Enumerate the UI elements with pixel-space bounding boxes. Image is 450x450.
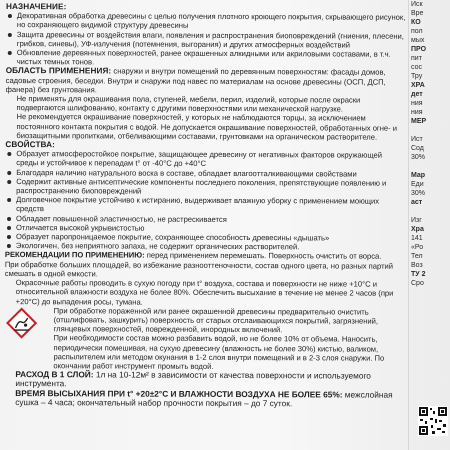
scope-para2: Не применять для окрашивания пола, ступеней, мебели, перил, изделий, которые после окраски подвергаются шлифованию, контакту с другими поверхностями или механической нагрузке.	[16, 94, 361, 114]
drying-label: ВРЕМЯ ВЫСЫХАНИЯ ПРИ t° +20±2°С И ВЛАЖНОСТИ ВОЗДУХА НЕ БОЛЕЕ 65%:	[15, 387, 343, 400]
right-column-line: Иск	[411, 1, 423, 8]
drying-paragraph	[4, 389, 404, 409]
right-text-column	[411, 0, 450, 450]
right-column-line: ТУ 2	[411, 271, 426, 278]
consumption-label: РАСХОД В 1 СЛОЙ:	[15, 369, 94, 380]
properties-section	[5, 140, 405, 252]
right-column-line: Вре	[411, 10, 424, 17]
right-column-line: ния	[411, 100, 423, 107]
right-column-line: пит	[411, 55, 422, 62]
right-column-line: сос	[411, 64, 422, 71]
scope-para3: Не рекомендуется окрашивание поверхностей, у которых не наблюдаются торцы, за исключением постоянного контакта покрытия с водой. Не допускается окрашивание поверхностей, обработанных огне- и биозащитными пропитками, отбеливающими составами, грунтовками на органическом растворителе.	[16, 112, 398, 142]
right-column-line: 141	[411, 235, 423, 242]
right-column-line: Мар	[411, 172, 426, 179]
right-column-line	[411, 126, 450, 135]
scope-text: снаружи и внутри помещений по деревянным поверхностям: фасады домов, садовые строения, беседки. Внутри и снаружи под навес по материалам на основе древесины (ОСП, ДСП, фанера) без грунтования.	[5, 66, 386, 95]
right-column-line	[411, 207, 450, 216]
purpose-heading: НАЗНАЧЕНИЕ:	[5, 2, 67, 12]
right-column-line: мых	[411, 37, 425, 44]
recommendations-para2: Окрасочные работы проводить в сухую погоду при t° воздуха, состава и поверхности не ниже +10°С и относительной влажности воздуха не более 80%. Обеспечить высыхание в течение не менее 2 часов (при +20°С) до выпадения росы, тумана.	[15, 278, 394, 307]
recommendations-para3: При обработке пораженной или ранее окрашенной древесины предварительно очистить (отшлифовать, зашкурить) поверхность от старых отслаивающихся покрытий, загрязнений, глянцевых поверхностей, поврежденной, инородных включений.	[53, 305, 379, 335]
right-column-line: Тру	[411, 73, 423, 80]
right-column-line: ХРА	[411, 82, 425, 89]
purpose-item: Защита древесины от воздействия влаги, появления и распространения биоповреждений (гниения, плесени, грибков, синевы), УФ-излучения (потемнения, выгорания) и других атмосферных воздействий	[6, 30, 406, 50]
right-column-line: Воз	[411, 262, 423, 269]
purpose-item: Обновление деревянных поверхностей, ранее окрашенных алкидными или акриловыми составами, в т.ч. чистых темных тонов.	[6, 48, 406, 68]
property-item: Отличается высокой укрывистостью	[5, 223, 405, 234]
scope-heading: ОБЛАСТЬ ПРИМЕНЕНИЯ:	[5, 66, 112, 76]
purpose-section	[6, 2, 406, 68]
right-column-line: КО	[411, 19, 421, 26]
drying-text: межслойная сушка – 4 часа; окончательный набор прочности покрытия – до 7 суток.	[15, 389, 393, 408]
column-divider	[408, 0, 409, 450]
scope-section	[5, 66, 405, 141]
recommendations-para4: При необходимости состав можно разбавить водой, но не более 10% от объема. Наносить, периодически помешивая, на сухую древесину (влажность не более 30%) кистью, валиком, распылителем или методом окунания в 1-2 слоя внутри помещений и в 2-3 слоя снаружи. По окончании работ инструмент промыть водой.	[53, 333, 385, 371]
main-text-column	[4, 2, 406, 409]
right-column-line: дет	[411, 91, 423, 98]
right-column-line: Сро	[411, 280, 424, 287]
right-column-line	[411, 162, 450, 171]
property-item: Содержит активные антисептические компоненты последнего поколения, препятствующие появлению и распространению биоповреждений	[5, 177, 405, 197]
right-column-line: МЕР	[411, 118, 427, 125]
property-item: Обладает повышенной эластичностью, не растрескивается	[5, 214, 405, 225]
right-column-line: 30%	[411, 154, 426, 161]
qr-code-icon	[418, 406, 448, 436]
right-column-line: пол	[411, 28, 423, 35]
properties-heading: СВОЙСТВА:	[5, 140, 56, 150]
right-column-line: ния	[411, 109, 423, 116]
right-column-line: Тел	[411, 253, 423, 260]
right-column-line: Ист	[411, 136, 423, 143]
consumption-text: 1л на 10-12м² в зависимости от качества поверхности и используемого инструмента.	[15, 369, 371, 389]
hazard-block	[4, 306, 404, 372]
recommendations-section	[4, 250, 405, 408]
right-column-line: 30%	[411, 190, 426, 197]
property-item: Долговечное покрытие устойчиво к истиранию, выдерживает влажную уборку с применением моющих средств	[5, 195, 405, 215]
right-column-line: «Ро	[411, 244, 424, 251]
right-column-line: Хра	[411, 226, 424, 233]
scope-paragraph	[6, 66, 406, 95]
property-item: Образует паропроницаемое покрытие, сохраняющее способность древесины «дышать»	[5, 232, 405, 243]
right-column-line: Еди	[411, 181, 424, 188]
recommendations-intro: перед применением перемешать. Поверхность очистить от ворса.	[146, 251, 382, 262]
right-column-line: Сод	[411, 145, 424, 152]
property-item: Экологичен, без неприятного запаха, не содержит органических растворителей.	[5, 241, 405, 252]
hazard-symbol-icon	[5, 306, 39, 340]
recommendations-para1: При обработке больших площадей, во избежание разнооттеночности, состав одного цвета, но разных партий смешать в одной емкости.	[4, 259, 394, 279]
right-column-line: ПРО	[411, 46, 427, 53]
recommendations-heading: РЕКОМЕНДАЦИИ ПО ПРИМЕНЕНИЮ:	[4, 250, 145, 261]
property-item: Благодаря наличию натурального воска в составе, обладает влагоотталкивающими свойствами	[5, 168, 405, 179]
right-column-line: аст	[411, 199, 423, 206]
property-item: Образует атмосферостойкое покрытие, защищающее древесину от негативных факторов окружающей среды и устойчивое к перепадам t° от -40°С до +40°С	[5, 149, 405, 169]
purpose-item: Декоративная обработка древесины с целью получения плотного кроющего покрытия, скрывающего рисунок, но сохраняющего видимой структуру древесины	[6, 11, 406, 31]
right-column-line: Изг	[411, 217, 422, 224]
